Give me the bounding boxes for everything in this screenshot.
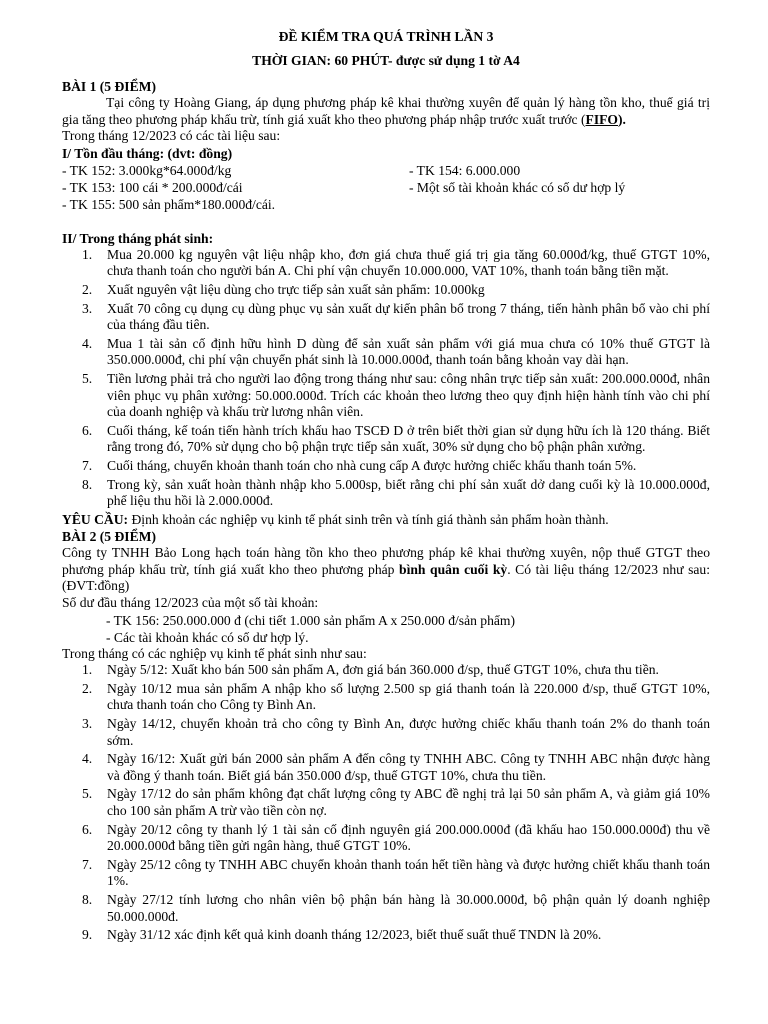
bai2-transactions — [62, 662, 710, 944]
exam-subtitle: THỜI GIAN: 60 PHÚT- được sử dụng 1 tờ A4 — [252, 53, 520, 68]
list-item: 2. Xuất nguyên vật liệu dùng cho trực tiếp sản xuất sản phẩm: 10.000kg — [82, 281, 485, 297]
ton-item: - TK 152: 3.000kg*64.000đ/kg — [62, 162, 232, 178]
list-item: 4. Ngày 16/12: Xuất gửi bán 2000 sản phẩm A đến công ty TNHH ABC. Công ty TNHH ABC nhận được hàng và đồng ý thanh toán. Biết giá bán 350.000 đ/sp, thuế GTGT 10%, chưa thu tiền. — [82, 751, 710, 783]
fifo-term: FIFO — [585, 111, 618, 127]
list-item: 9. Ngày 31/12 xác định kết quả kinh doanh tháng 12/2023, biết thuế suất thuế TNDN là 20%. — [82, 927, 602, 943]
ton-item: - TK 154: 6.000.000 — [409, 162, 521, 178]
ton-dau-thang-list — [62, 162, 710, 213]
list-item: 5. Ngày 17/12 do sản phẩm không đạt chất lượng công ty ABC đề nghị trả lại 50 sản phẩm A, và giảm giá 10% cho 100 sản phẩm A trừ vào tiền còn nợ. — [82, 786, 710, 818]
binh-quan-term: bình quân cuối kỳ — [399, 561, 508, 577]
so-du-item: - TK 156: 250.000.000 đ (chi tiết 1.000 sản phẩm A x 250.000 đ/sản phẩm) — [106, 612, 516, 628]
so-du-heading: Số dư đầu tháng 12/2023 của một số tài khoản: — [62, 595, 319, 611]
bai1-transactions — [62, 247, 710, 510]
list-item: 7. Ngày 25/12 công ty TNHH ABC chuyển khoản thanh toán hết tiền hàng và được hưởng chiết khấu thanh toán 1%. — [82, 856, 710, 889]
bai2-intro: Công ty TNHH Bảo Long hạch toán hàng tồn kho theo phương pháp kê khai thường xuyên, nộp thuế GTGT theo phương pháp khấu trừ, tính giá xuất kho theo phương pháp bình quân cuối kỳ. Có tài liệu tháng 12/2023 như sau: (ĐVT:đồng) — [62, 545, 711, 594]
exam-title: ĐỀ KIỂM TRA QUÁ TRÌNH LẦN 3 — [278, 29, 494, 44]
ton-dau-thang-heading: I/ Tồn đầu tháng: (dvt: đồng) — [62, 145, 233, 161]
phat-sinh-heading: II/ Trong tháng phát sinh: — [62, 230, 214, 246]
list-item: 5. Tiền lương phải trả cho người lao động trong tháng như sau: công nhân trực tiếp sản xuất: 200.000.000đ, nhân viên phục vụ phân xưởng: 50.000.000đ. Trích các khoản theo lương theo quy định hiện hành tính vào chi phí của doanh nghiệp và khấu trừ lương nhân viên. — [82, 370, 710, 420]
so-du-item: - Các tài khoản khác có số dư hợp lý. — [106, 629, 309, 645]
ton-item: - TK 155: 500 sản phẩm*180.000đ/cái. — [62, 196, 276, 212]
list-item: 1. Ngày 5/12: Xuất kho bán 500 sản phẩm A, đơn giá bán 360.000 đ/sp, thuế GTGT 10%, chưa thu tiền. — [82, 662, 659, 678]
bai2-heading: BÀI 2 (5 ĐIỂM) — [62, 529, 157, 545]
list-item: 1. Mua 20.000 kg nguyên vật liệu nhập kho, đơn giá chưa thuế giá trị gia tăng 60.000đ/kg, thuế GTGT 10%, chưa thanh toán cho người bán A. Chi phí vận chuyển 10.000.000, VAT 10%, thanh toán bằng tiền mặt. — [82, 246, 710, 279]
list-item: 4. Mua 1 tài sản cố định hữu hình D dùng để sản xuất sản phẩm với giá mua chưa có 10% thuế GTGT là 350.000.000đ, chi phí vận chuyển phát sinh là 10.000.000đ, thanh toán bằng khoản vay dài hạn. — [82, 335, 710, 368]
list-item: 8. Ngày 27/12 tính lương cho nhân viên bộ phận bán hàng là 30.000.000đ, bộ phận quản lý doanh nghiệp 50.000.000đ. — [82, 891, 710, 924]
bai1-intro: Tại công ty Hoàng Giang, áp dụng phương pháp kê khai thường xuyên để quản lý hàng tồn kho, thuế giá trị gia tăng theo phương pháp khấu trừ, tính giá xuất kho theo phương pháp nhập trước xuất trước (FIFO). — [62, 95, 710, 127]
list-item: 8. Trong kỳ, sản xuất hoàn thành nhập kho 5.000sp, biết rằng chi phí sản xuất dở dang cuối kỳ là 10.000.000đ, phế liệu thu hồi là 2.000.000đ. — [82, 476, 710, 509]
bai2-ps-heading: Trong tháng có các nghiệp vụ kinh tế phát sinh như sau: — [62, 645, 367, 661]
bai1-heading: BÀI 1 (5 ĐIỂM) — [62, 79, 157, 94]
list-item: 6. Ngày 20/12 công ty thanh lý 1 tài sản cố định nguyên giá 200.000.000đ (đã khấu hao 150.000.000đ) thu về 20.000.000đ bằng tiền gửi ngân hàng, thuế GTGT 10%. — [82, 821, 710, 854]
list-item: 6. Cuối tháng, kế toán tiến hành trích khấu hao TSCĐ D ở trên biết thời gian sử dụng hữu ích là 120 tháng. Biết rằng trong đó, 70% sử dụng cho bộ phận trực tiếp sản xuất, 30% sử dụng cho bộ phận phân xưởng. — [82, 422, 710, 455]
yeu-cau: YÊU CẦU: Định khoản các nghiệp vụ kinh tế phát sinh trên và tính giá thành sản phẩm hoàn thành. — [62, 511, 609, 527]
list-item: 2. Ngày 10/12 mua sản phẩm A nhập kho số lượng 2.500 sp giá thanh toán là 220.000 đ/sp, thuế GTGT 10%, chưa thanh toán cho Công ty Bình An. — [82, 680, 710, 713]
list-item: 7. Cuối tháng, chuyển khoản thanh toán cho nhà cung cấp A được hưởng chiếc khấu thanh toán 5%. — [82, 457, 637, 473]
list-item: 3. Xuất 70 công cụ dụng cụ dùng phục vụ sản xuất dự kiến phân bổ trong 7 tháng, tiến hành phân bổ vào chi phí của tháng đầu tiên. — [82, 300, 710, 333]
ton-item: - Một số tài khoản khác có số dư hợp lý — [409, 179, 626, 195]
bai1-intro2: Trong tháng 12/2023 có các tài liệu sau: — [62, 128, 281, 144]
list-item: 3. Ngày 14/12, chuyển khoản trả cho công ty Bình An, được hưởng chiếc khấu thanh toán 2% do thanh toán sớm. — [82, 716, 710, 748]
ton-item: - TK 153: 100 cái * 200.000đ/cái — [62, 179, 243, 195]
